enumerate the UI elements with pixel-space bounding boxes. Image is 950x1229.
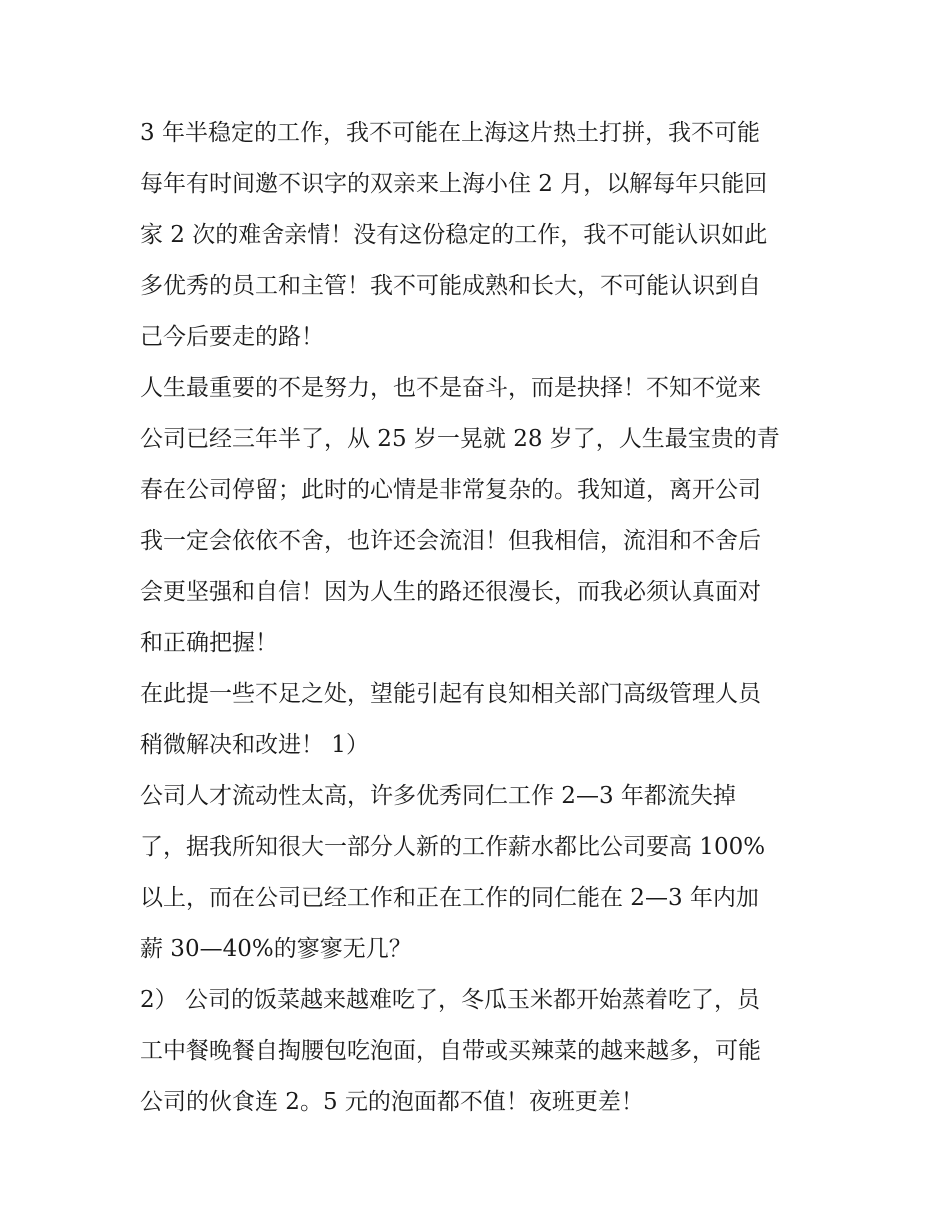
text-line: 春在公司停留；此时的心情是非常复杂的。我知道，离开公司: [140, 477, 761, 503]
text-line: 公司已经三年半了，从 25 岁一晃就 28 岁了，人生最宝贵的青: [140, 426, 780, 452]
text-line: 在此提一些不足之处，望能引起有良知相关部门高级管理人员: [140, 681, 761, 707]
text-line: 己今后要走的路！: [140, 324, 324, 350]
text-line: 多优秀的员工和主管！我不可能成熟和长大，不可能认识到自: [140, 273, 761, 299]
text-line: 会更坚强和自信！因为人生的路还很漫长，而我必须认真面对: [140, 579, 761, 605]
text-line: 2） 公司的饭菜越来越难吃了，冬瓜玉米都开始蒸着吃了，员: [140, 987, 760, 1013]
text-line: 了，据我所知很大一部分人新的工作薪水都比公司要高 100%: [140, 834, 766, 860]
text-line: 工中餐晚餐自掏腰包吃泡面，自带或买辣菜的越来越多，可能: [140, 1038, 761, 1064]
text-line: 每年有时间邀不识字的双亲来上海小住 2 月，以解每年只能回: [140, 171, 768, 197]
text-line: 以上，而在公司已经工作和正在工作的同仁能在 2—3 年内加: [140, 885, 759, 911]
text-line: 公司的伙食连 2。5 元的泡面都不值！夜班更差！: [140, 1089, 644, 1115]
text-line: 3 年半稳定的工作，我不可能在上海这片热土打拼，我不可能: [140, 120, 760, 146]
text-line: 人生最重要的不是努力，也不是奋斗，而是抉择！不知不觉来: [140, 375, 761, 401]
text-line: 和正确把握！: [140, 630, 278, 656]
text-line: 稍微解决和改进！ 1）: [140, 732, 369, 758]
text-line: 家 2 次的难舍亲情！没有这份稳定的工作，我不可能认识如此: [140, 222, 768, 248]
text-line: 薪 30—40%的寥寥无几？: [140, 936, 412, 962]
text-line: 我一定会依依不舍，也许还会流泪！但我相信，流泪和不舍后: [140, 528, 761, 554]
document-body: [140, 108, 830, 1128]
text-line: 公司人才流动性太高，许多优秀同仁工作 2—3 年都流失掉: [140, 783, 736, 809]
